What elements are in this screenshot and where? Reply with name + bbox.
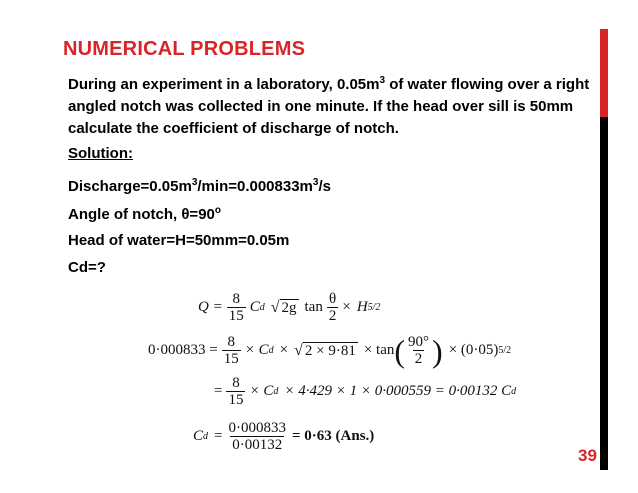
eq1-tan: tan xyxy=(304,299,323,315)
discharge-text-c: /s xyxy=(318,178,331,195)
eq1-sqrt: √ 2g xyxy=(270,298,297,316)
eq2-mid1: × C xyxy=(244,342,269,358)
eq3-cd-sub: d xyxy=(273,386,279,397)
eq1-times: × xyxy=(342,299,351,315)
eq3-lhs: = xyxy=(214,383,223,399)
eq4-lhs-sub: d xyxy=(203,431,209,442)
head-line: Head of water=H=50mm=0.05m xyxy=(68,232,290,249)
equation-1: Q = $\frac{8}{15}$ C d √ 2g tan $\frac{\theta}{2}$ × H 5/2 xyxy=(198,291,381,324)
eq1-f2-num: θ xyxy=(329,291,337,307)
accent-bar-black xyxy=(600,117,608,470)
eq2-end: × (0·05) xyxy=(448,342,499,358)
eq2-f1-den: 15 xyxy=(223,351,239,367)
accent-bar-red xyxy=(600,29,608,117)
equation-2: 0·000833 = $\frac{8}{15}$ × C d × √ 2 × 9·81 × tan ( $\frac{90^\circ}{2}$ ) × (0·05) 5/2 xyxy=(148,332,512,369)
eq3-f1-num: 8 xyxy=(232,375,240,391)
eq1-h: H xyxy=(356,299,368,315)
eq3-rest: × 4·429 × 1 × 0·000559 = 0·00132 C xyxy=(284,383,512,399)
page-number: 39 xyxy=(578,446,597,465)
equation-4 xyxy=(193,420,374,453)
eq3-f1-den: 15 xyxy=(228,392,244,408)
eq2-lhs: 0·000833 = xyxy=(148,342,218,358)
eq1-cd: C xyxy=(249,299,260,315)
eq3-mid1: × C xyxy=(249,383,274,399)
discharge-sup-b: 3 xyxy=(312,177,319,188)
eq1-fraction-theta xyxy=(327,291,339,324)
eq4-f-num: 0·000833 xyxy=(228,420,286,436)
eq4-result: = 0·63 (Ans.) xyxy=(291,428,375,444)
problem-text-1: During an experiment in a laboratory, 0.05m xyxy=(68,76,380,93)
problem-statement xyxy=(68,74,598,140)
slide-title: NUMERICAL PROBLEMS xyxy=(63,38,306,60)
eq4-f-den: 0·00132 xyxy=(232,437,283,453)
angle-line xyxy=(68,206,221,223)
eq1-f2-den: 2 xyxy=(328,308,337,324)
eq1-f1-den: 15 xyxy=(228,308,244,324)
discharge-text-a: Discharge=0.05m xyxy=(68,178,192,195)
eq4-lhs: C xyxy=(193,428,204,444)
equation-3 xyxy=(214,375,516,408)
eq2-tan: × tan xyxy=(363,342,395,358)
eq2-f1-num: 8 xyxy=(227,334,235,350)
eq2-f2-num: 90° xyxy=(408,334,430,350)
eq2-sqrt: √ 2 × 9·81 xyxy=(294,341,356,359)
eq3-fraction-8-15 xyxy=(226,375,245,408)
eq4-fraction xyxy=(226,420,288,453)
problem-text-2: of water flowing over a right angled notch was collected in one minute. If the head over sill is 50mm calculate the coefficient of discharge of notch. xyxy=(68,76,590,137)
problem-sup: 3 xyxy=(379,75,386,86)
eq2-fraction-8-15 xyxy=(222,334,241,367)
eq2-fraction-90 xyxy=(406,334,431,367)
discharge-text-b: /min=0.000833m xyxy=(197,178,313,195)
angle-text: Angle of notch, θ=90 xyxy=(68,206,215,223)
eq1-root: 2g xyxy=(281,299,297,316)
eq3-rest-sub: d xyxy=(511,386,517,397)
eq1-lhs: Q = xyxy=(198,299,223,315)
eq1-f1-num: 8 xyxy=(232,291,240,307)
eq2-cd-sub: d xyxy=(268,345,274,356)
cd-line: Cd=? xyxy=(68,259,106,276)
eq2-root: 2 × 9·81 xyxy=(304,342,356,359)
solution-label: Solution: xyxy=(68,145,133,162)
angle-sup: o xyxy=(214,205,221,216)
discharge-line xyxy=(68,178,331,195)
eq1-cd-sub: d xyxy=(259,302,265,313)
discharge-sup-a: 3 xyxy=(191,177,198,188)
eq1-fraction-8-15 xyxy=(227,291,246,324)
eq2-f2-den: 2 xyxy=(414,351,423,367)
eq2-mid2: × xyxy=(279,342,289,358)
eq4-eq: = xyxy=(214,428,223,444)
